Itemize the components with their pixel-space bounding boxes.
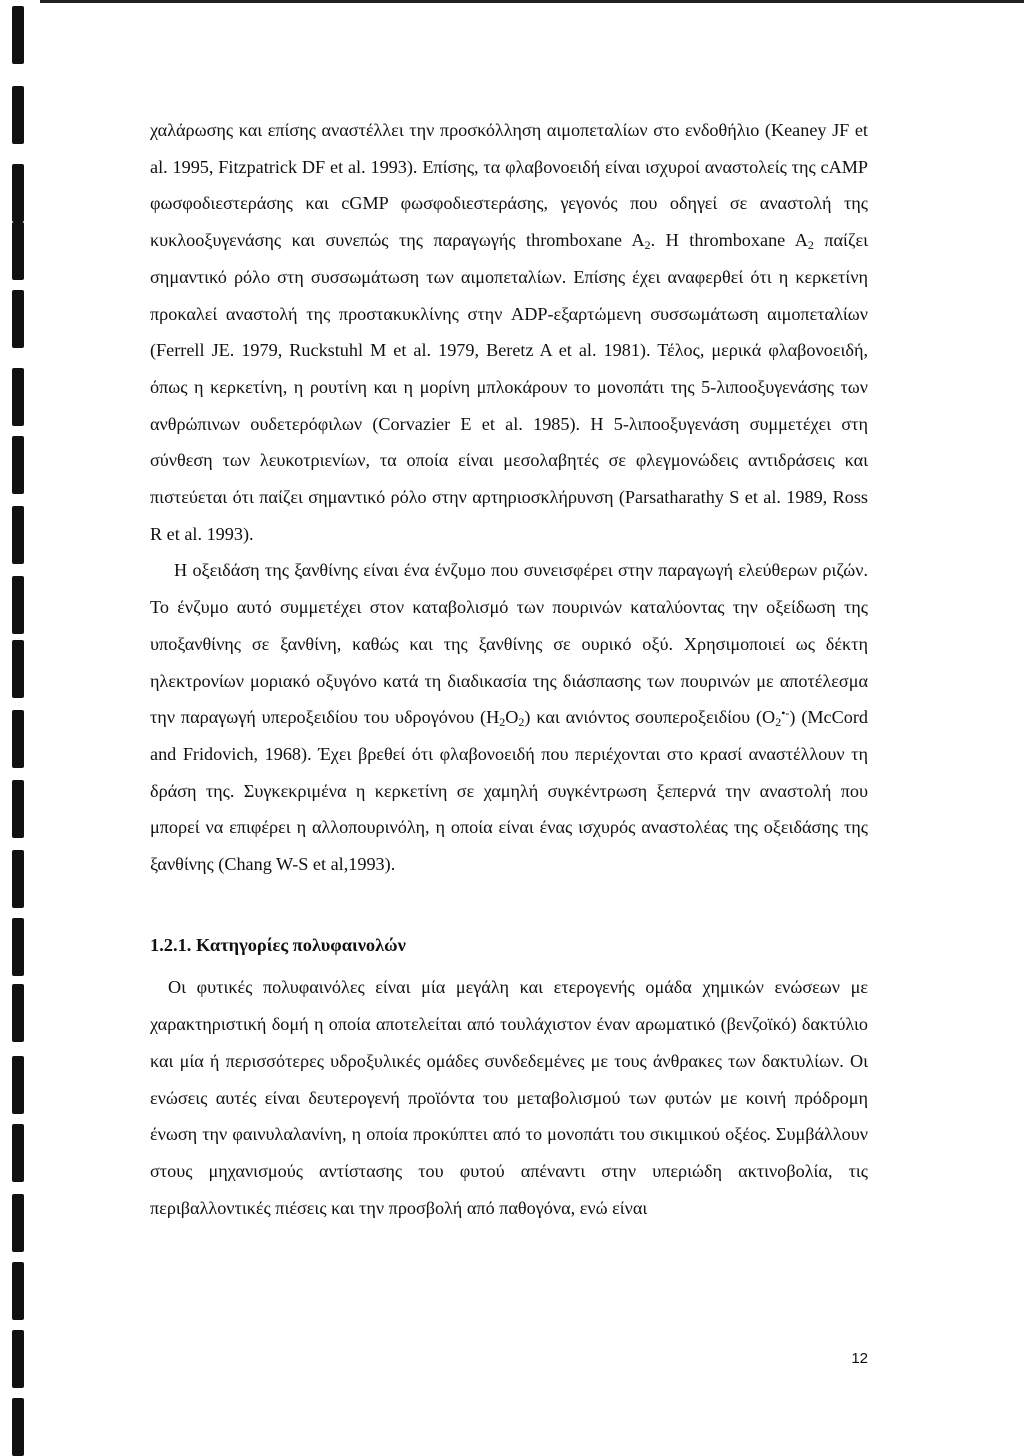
binding-hole bbox=[12, 290, 24, 348]
binding-hole bbox=[12, 780, 24, 838]
binding-hole bbox=[12, 6, 24, 64]
page-body bbox=[150, 112, 868, 1226]
binding-hole bbox=[12, 1262, 24, 1320]
binding-hole bbox=[12, 436, 24, 494]
paragraph-xanthine-oxidase: Η οξειδάση της ξανθίνης είναι ένα ένζυμο που συνεισφέρει στην παραγωγή ελεύθερων ριζών. Το ένζυμο αυτό συμμετέχει στον καταβολισμό των πουρινών καταλύοντας την οξείδωση της υποξανθίνης σε ξανθίνη, καθώς και της ξανθίνης σε ουρικό οξύ. Χρησιμοποιεί ως δέκτη ηλεκτρονίων μοριακό οξυγόνο κατά τη διαδικασία της διάσπασης των πουρινών με αποτέλεσμα την παραγωγή υπεροξειδίου του υδρογόνου $(H_2O_2)$ και ανιόντος σουπεροξειδίου $(O_2^{•-})$ (McCord and Fridovich, 1968). Έχει βρεθεί ότι φλαβονοειδή που περιέχονται στο κρασί αναστέλλουν τη δράση της. Συγκεκριμένα η κερκετίνη σε χαμηλή συγκέντρωση ξεπερνά την αναστολή που μπορεί να επιφέρει η αλλοπουρινόλη, η οποία είναι ένας ισχυρός αναστολέας της οξειδάσης της ξανθίνης (Chang W-S et al,1993). bbox=[150, 560, 869, 875]
binding-hole bbox=[12, 984, 24, 1042]
binding-hole bbox=[12, 368, 24, 426]
binding-hole bbox=[12, 1056, 24, 1114]
binding-hole bbox=[12, 710, 24, 768]
binding-hole bbox=[12, 164, 24, 222]
binding-hole bbox=[12, 1330, 24, 1388]
page-number: 12 bbox=[851, 1350, 868, 1367]
binding-hole bbox=[12, 222, 24, 280]
binding-hole bbox=[12, 506, 24, 564]
binding-hole bbox=[12, 1194, 24, 1252]
paragraph-polyphenols: Οι φυτικές πολυφαινόλες είναι μία μεγάλη και ετερογενής ομάδα χημικών ενώσεων με χαρακτηριστική δομή η οποία αποτελείται από τουλάχιστον έναν αρωματικό (βενζοϊκό) δακτύλιο και μία ή περισσότερες υδροξυλικές ομάδες συνδεδεμένες με τους άνθρακες των δακτυλίων. Οι ενώσεις αυτές είναι δευτερογενή προϊόντα του μεταβολισμού των φυτών με κοινή πρόδρομη ένωση την φαινυλαλανίνη, η οποία προκύπτει από το μονοπάτι του σικιμικού οξέος. Συμβάλλουν στους μηχανισμούς αντίστασης του φυτού απέναντι στην υπεριώδη ακτινοβολία, τις περιβαλλοντικές πιέσεις και την προσβολή από παθογόνα, ενώ είναι bbox=[150, 977, 868, 1218]
binding-hole bbox=[12, 850, 24, 908]
binding-hole bbox=[12, 1398, 24, 1456]
section-heading: 1.2.1. Κατηγορίες πολυφαινολών bbox=[150, 934, 406, 955]
binding-hole bbox=[12, 1124, 24, 1182]
binding-hole bbox=[12, 640, 24, 698]
binding-strip bbox=[0, 0, 44, 1456]
binding-hole bbox=[12, 86, 24, 144]
top-rule bbox=[40, 0, 1024, 3]
paragraph-continuation: χαλάρωσης και επίσης αναστέλλει την προσκόλληση αιμοπεταλίων στο ενδοθήλιο (Keaney JF et al. 1995, Fitzpatrick DF et al. 1993). Επίσης, τα φλαβονοειδή είναι ισχυροί αναστολείς της cAMP φωσφοδιεστεράσης και cGMP φωσφοδιεστεράσης, γεγονός που οδηγεί σε αναστολή της κυκλοοξυγενάσης και συνεπώς της παραγωγής thromboxane $A_2$. H thromboxane $A_2$ παίζει σημαντικό ρόλο στη συσσωμάτωση των αιμοπεταλίων. Επίσης έχει αναφερθεί ότι η κερκετίνη προκαλεί αναστολή της προστακυκλίνης στην ADP-εξαρτώμενη συσσωμάτωση αιμοπεταλίων (Ferrell JE. 1979, Ruckstuhl M et al. 1979, Beretz A et al. 1981). Τέλος, μερικά φλαβονοειδή, όπως η κερκετίνη, η ρουτίνη και η μορίνη μπλοκάρουν το μονοπάτι της 5-λιποοξυγενάσης των ανθρώπινων ουδετερόφιλων (Corvazier E et al. 1985). Η 5-λιποοξυγενάση συμμετέχει στη σύνθεση των λευκοτριενίων, τα οποία είναι μεσολαβητές σε φλεγμονώδεις αντιδράσεις και πιστεύεται ότι παίζει σημαντικό ρόλο στην αρτηριοσκλήρυνση (Parsatharathy S et al. 1989, Ross R et al. 1993). bbox=[150, 120, 869, 544]
binding-hole bbox=[12, 576, 24, 634]
binding-hole bbox=[12, 918, 24, 976]
